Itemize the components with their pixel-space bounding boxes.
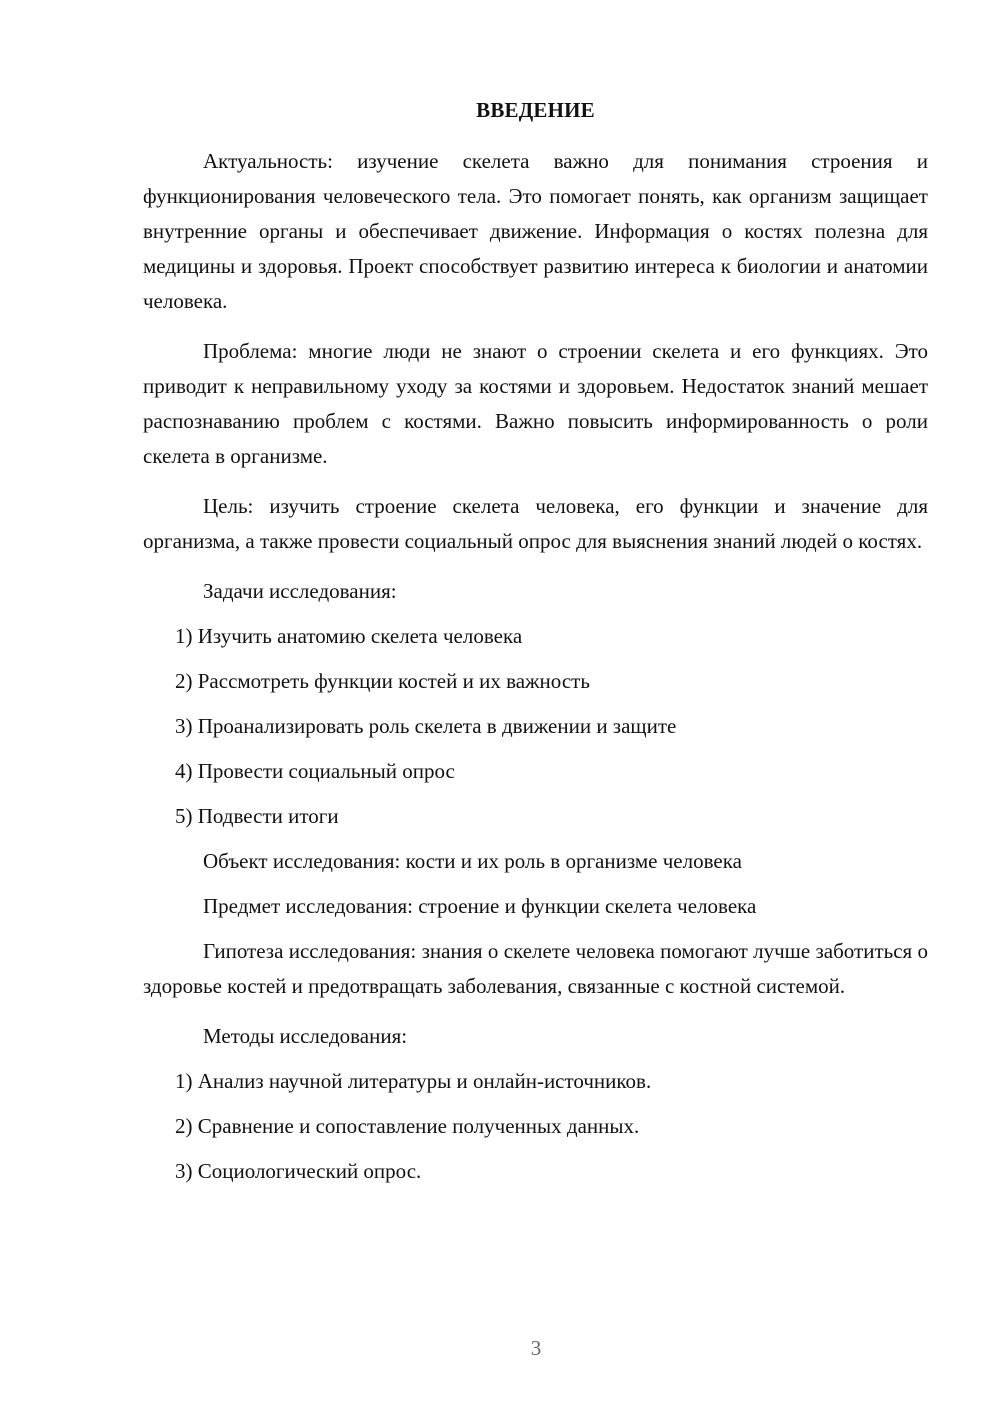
object-line: Объект исследования: кости и их роль в организме человека	[203, 849, 742, 873]
page-title: ВВЕДЕНИЕ	[476, 98, 595, 122]
list-item: 1) Анализ научной литературы и онлайн-источников.	[175, 1069, 652, 1093]
list-item: 3) Проанализировать роль скелета в движении и защите	[175, 714, 677, 738]
list-item: 4) Провести социальный опрос	[175, 759, 455, 783]
problem-paragraph: Проблема: многие люди не знают о строении скелета и его функциях. Это приводит к неправильному уходу за костями и здоровьем. Недостаток знаний мешает распознаванию проблем с костями. Важно повысить информированность о роли скелета в организме.	[143, 339, 928, 468]
subject-line: Предмет исследования: строение и функции скелета человека	[203, 894, 757, 918]
list-item: 2) Рассмотреть функции костей и их важность	[175, 669, 590, 693]
goal-paragraph: Цель: изучить строение скелета человека, его функции и значение для организма, а также провести социальный опрос для выяснения знаний людей о костях.	[143, 494, 928, 553]
page-number: 3	[530, 1336, 542, 1360]
relevance-paragraph: Актуальность: изучение скелета важно для понимания строения и функционирования человеческого тела. Это помогает понять, как организм защищает внутренние органы и обеспечивает движение. Информация о костях полезна для медицины и здоровья. Проект способствует развитию интереса к биологии и анатомии человека.	[143, 149, 928, 313]
list-item: 3) Социологический опрос.	[175, 1159, 422, 1183]
tasks-heading: Задачи исследования:	[203, 579, 397, 603]
methods-list	[143, 1064, 928, 1189]
page-content	[143, 95, 928, 1189]
methods-heading: Методы исследования:	[203, 1024, 408, 1048]
list-item: 1) Изучить анатомию скелета человека	[175, 624, 523, 648]
tasks-list	[143, 619, 928, 834]
list-item: 5) Подвести итоги	[175, 804, 339, 828]
list-item: 2) Сравнение и сопоставление полученных данных.	[175, 1114, 640, 1138]
hypothesis-paragraph: Гипотеза исследования: знания о скелете человека помогают лучше заботиться о здоровье костей и предотвращать заболевания, связанные с костной системой.	[143, 939, 928, 998]
